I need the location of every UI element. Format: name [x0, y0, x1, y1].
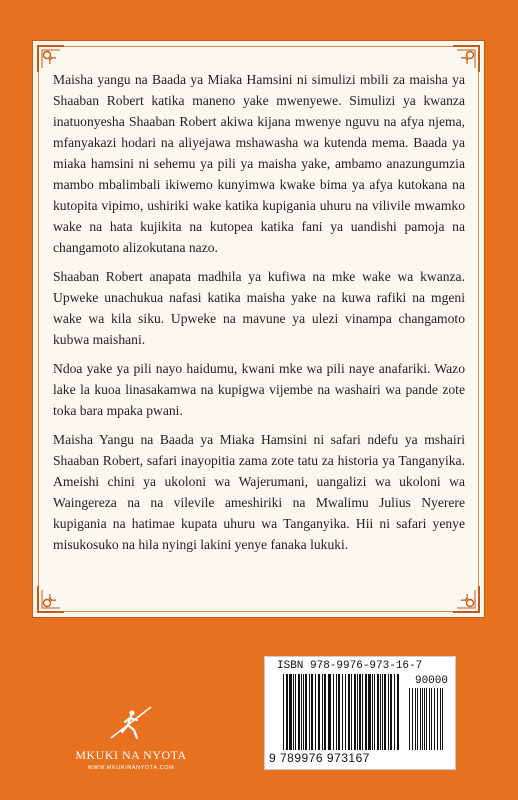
barcode-bar	[382, 674, 383, 750]
barcode-bar	[412, 688, 413, 750]
barcode-bar	[384, 674, 386, 750]
barcode-bar	[426, 688, 427, 750]
barcode-bar	[380, 674, 381, 750]
isbn-barcode	[264, 656, 456, 770]
barcode-bar	[422, 688, 423, 750]
barcode-bars	[283, 674, 403, 750]
barcode-bar	[301, 674, 302, 750]
blurb-text	[53, 69, 465, 563]
barcode-bar	[431, 688, 432, 750]
isbn-label: ISBN 978-9976-973-16-7	[277, 660, 423, 672]
barcode-bar	[345, 674, 346, 750]
barcode-bar	[437, 688, 438, 750]
barcode-bar	[420, 688, 421, 750]
barcode-bar	[362, 674, 363, 750]
barcode-bar	[333, 674, 334, 750]
barcode-bar	[283, 674, 284, 750]
barcode-bar	[390, 674, 392, 750]
blurb-paragraph: Ndoa yake ya pili nayo haidumu, kwani mke wa pili naye anafariki. Wazo lake la kuoa linasakamwa na kupigwa vijembe na washairi wa pande zote toka bara mpaka pwani.	[53, 361, 465, 418]
barcode-bar	[394, 674, 395, 750]
barcode-bar	[424, 688, 425, 750]
barcode-bar	[348, 674, 350, 750]
barcode-bar	[440, 688, 441, 750]
barcode-bar	[328, 674, 331, 750]
barcode-bar	[324, 674, 326, 750]
barcode-bar	[338, 674, 340, 750]
barcode-bar	[377, 674, 379, 750]
barcode-bar	[289, 674, 292, 750]
barcode-bar	[429, 688, 430, 750]
barcode-bar	[286, 674, 288, 750]
blurb-paragraph: Maisha Yangu na Baada ya Miaka Hamsini ni safari ndefu ya mshairi Shaaban Robert, safari inayopitia zama zote tatu za historia ya Tanganyika. Ameishi chini ya ukoloni wa Wajerumani, uangalizi wa ukoloni wa Waingereza na na vilevile ameshiriki na Mwalimu Julius Nyerere kupigania na hatimae kupata uhuru wa Tanganyika. Hii ni safari yenye misukosuko na hila nyingi lakini yenye fanaka lukuki.	[53, 432, 465, 552]
barcode-bar	[434, 688, 435, 750]
barcode-bar	[372, 674, 373, 750]
price-addon-label: 90000	[414, 675, 448, 687]
barcode-bar	[293, 674, 294, 750]
barcode-bar	[351, 674, 352, 750]
barcode-bar	[305, 674, 307, 750]
barcode-bar	[295, 674, 296, 750]
barcode-bar	[374, 674, 375, 750]
barcode-bar	[415, 688, 416, 750]
barcode-bar	[303, 674, 304, 750]
barcode-bar	[342, 674, 343, 750]
barcode-bar	[365, 674, 367, 750]
barcode-bar	[368, 674, 371, 750]
addon-barcode-bars	[409, 688, 449, 750]
barcode-bar	[442, 688, 443, 750]
barcode-bar	[298, 674, 300, 750]
barcode-number: 9 789976 973167	[269, 751, 370, 765]
barcode-bar	[336, 674, 337, 750]
corner-ornament-icon	[36, 584, 66, 614]
barcode-bar	[417, 688, 418, 750]
barcode-bar	[354, 674, 356, 750]
barcode-bar	[315, 674, 316, 750]
barcode-bar	[359, 674, 361, 750]
barcode-bar	[311, 674, 313, 750]
barcode-bar	[357, 674, 358, 750]
publisher-block	[56, 704, 206, 771]
barcode-bar	[309, 674, 310, 750]
blurb-paragraph: Maisha yangu na Baada ya Miaka Hamsini ni simulizi mbili za maisha ya Shaaban Robert katika maneno yake mwenyewe. Simulizi ya kwanza inatuonyesha Shaaban Robert akiwa kijana mwenye nguvu na afya njema, mfanyakazi hodari na aliyejawa mshawasha wa kutenda mema. Baada ya miaka hamsini ni sehemu ya pili ya maisha yake, ambamo anazungumzia mambo mbalimbali ikiwemo kunyimwa kwake bima ya afya kutokana na kutopita vipimo, ushiriki wake katika kupigania uhuru na vilivile mwamko wake na hata kujikita na kutopea katika fani ya uandishi pamoja na changamoto alizokutana nazo.	[53, 72, 465, 255]
publisher-name: MKUKI NA NYOTA	[75, 748, 187, 762]
publisher-website: WWW.MKUKINANYOTA.COM	[87, 765, 175, 771]
barcode-bar	[397, 674, 399, 750]
barcode-bar	[409, 688, 410, 750]
spear-thrower-icon	[107, 704, 155, 744]
barcode-bar	[322, 674, 323, 750]
barcode-bar	[388, 674, 389, 750]
blurb-panel	[32, 40, 485, 618]
corner-ornament-icon	[451, 584, 481, 614]
blurb-paragraph: Shaaban Robert anapata madhila ya kufiwa na mke wake wa kwanza. Upweke unachukua nafasi katika maisha yake na kuwa rafiki na mgeni wake wa kila siku. Upweke na mavune ya ulezi vinampa changamoto kubwa maishani.	[53, 269, 465, 347]
barcode-bar	[318, 674, 320, 750]
